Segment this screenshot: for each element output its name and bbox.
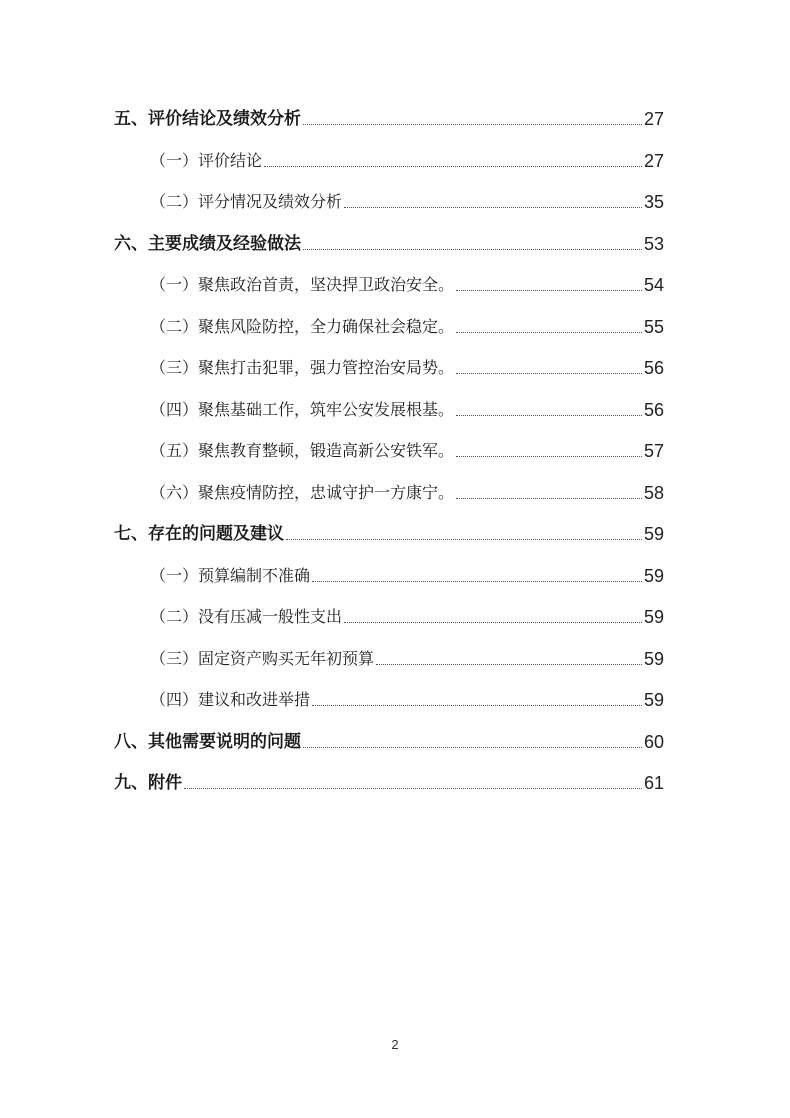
toc-entry-page: 27 (643, 151, 664, 171)
dot-leader (456, 331, 642, 333)
toc-entry-text: （六）聚焦疫情防控，忠诚守护一方康宁。 (150, 483, 455, 502)
toc-entry-page: 56 (643, 400, 664, 420)
dot-leader (344, 621, 642, 623)
toc-entry-page: 60 (643, 732, 664, 752)
dot-leader (286, 538, 642, 540)
toc-entry-text: （二）评分情况及绩效分析 (150, 192, 343, 211)
toc-entry-page: 57 (643, 441, 664, 461)
toc-entry-text: （一）聚焦政治首责，坚决捍卫政治安全。 (150, 275, 455, 294)
dot-leader (303, 123, 642, 125)
toc-entry-page: 61 (643, 773, 664, 793)
toc-entry-text: （一）评价结论 (150, 151, 263, 170)
toc-entry-section-6-5[interactable] (150, 436, 664, 462)
dot-leader (303, 248, 642, 250)
toc-entry-section-8[interactable] (114, 727, 664, 753)
dot-leader (264, 165, 642, 167)
dot-leader (456, 289, 642, 291)
toc-entry-page: 59 (643, 690, 664, 710)
toc-entry-section-9[interactable] (114, 768, 664, 794)
dot-leader (456, 497, 642, 499)
toc-entry-section-7-1[interactable] (150, 561, 664, 587)
toc-entry-text: （四）聚焦基础工作，筑牢公安发展根基。 (150, 400, 455, 419)
toc-entry-text: （二）没有压减一般性支出 (150, 607, 343, 626)
toc-entry-text: （三）聚焦打击犯罪，强力管控治安局势。 (150, 358, 455, 377)
toc-entry-page: 54 (643, 275, 664, 295)
dot-leader (312, 580, 642, 582)
toc-entry-section-7[interactable] (114, 519, 664, 545)
toc-entry-page: 59 (643, 649, 664, 669)
dot-leader (312, 704, 642, 706)
dot-leader (456, 414, 642, 416)
toc-entry-section-6[interactable] (114, 229, 664, 255)
toc-entry-text: （五）聚焦教育整顿，锻造高新公安铁军。 (150, 441, 455, 460)
page-number: 2 (391, 1037, 399, 1052)
toc-entry-text: 七、存在的问题及建议 (114, 524, 284, 544)
toc-entry-page: 56 (643, 358, 664, 378)
toc-entry-section-5[interactable] (114, 104, 664, 130)
dot-leader (456, 455, 642, 457)
toc-entry-text: 六、主要成绩及经验做法 (114, 234, 301, 254)
toc-entry-section-6-2[interactable] (150, 312, 664, 338)
toc-entry-page: 59 (643, 607, 664, 627)
toc-entry-text: （二）聚焦风险防控，全力确保社会稳定。 (150, 317, 455, 336)
toc-entry-text: （一）预算编制不准确 (150, 566, 311, 585)
toc-entry-section-7-4[interactable] (150, 685, 664, 711)
toc-entry-section-6-3[interactable] (150, 353, 664, 379)
dot-leader (303, 746, 642, 748)
dot-leader (344, 206, 642, 208)
toc-entry-page: 53 (643, 234, 664, 254)
toc-entry-section-7-2[interactable] (150, 602, 664, 628)
toc-entry-section-6-4[interactable] (150, 395, 664, 421)
toc-entry-section-6-1[interactable] (150, 270, 664, 296)
toc-entry-page: 35 (643, 192, 664, 212)
toc-entry-text: （四）建议和改进举措 (150, 690, 311, 709)
dot-leader (456, 372, 642, 374)
toc-entry-text: 八、其他需要说明的问题 (114, 732, 301, 752)
toc-entry-page: 58 (643, 483, 664, 503)
dot-leader (184, 787, 642, 789)
toc-entry-page: 59 (643, 524, 664, 544)
toc-entry-text: （三）固定资产购买无年初预算 (150, 649, 375, 668)
toc-entry-page: 27 (643, 109, 664, 129)
toc-entry-section-6-6[interactable] (150, 478, 664, 504)
toc-entry-section-5-2[interactable] (150, 187, 664, 213)
toc-entry-page: 59 (643, 566, 664, 586)
dot-leader (376, 663, 642, 665)
toc-entry-section-5-1[interactable] (150, 146, 664, 172)
toc-entry-text: 五、评价结论及绩效分析 (114, 109, 301, 129)
toc-entry-section-7-3[interactable] (150, 644, 664, 670)
toc-entry-text: 九、附件 (114, 773, 182, 793)
toc-entry-page: 55 (643, 317, 664, 337)
